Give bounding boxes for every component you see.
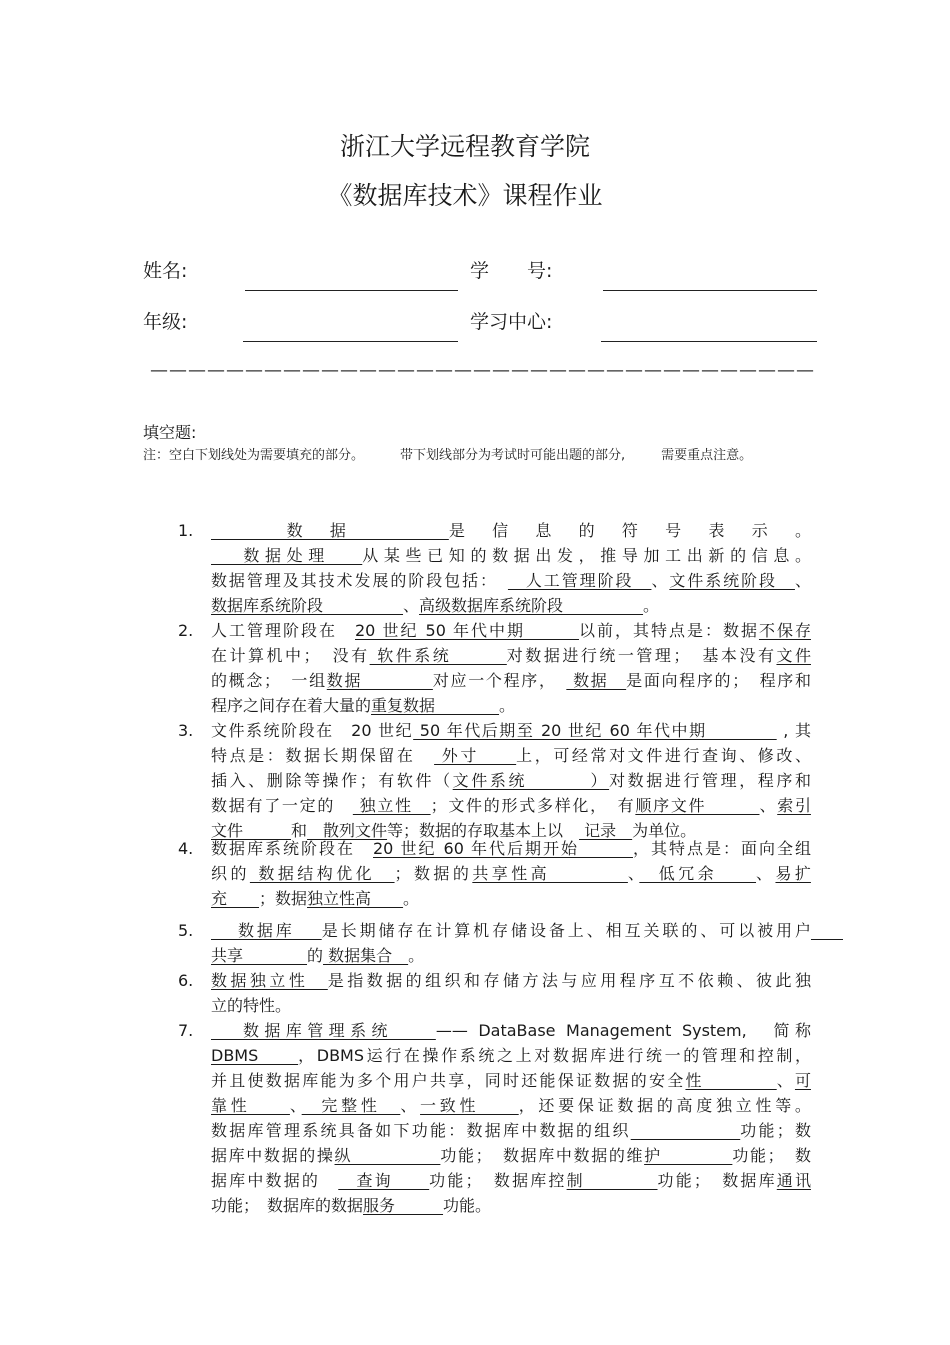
answer-blank[interactable]: 20 世纪 60 年代后期开始 xyxy=(373,839,633,858)
note-part-2: 带下划线部分为考试时可能出题的部分, xyxy=(400,448,626,463)
answer-blank[interactable]: 独立性高 xyxy=(307,889,404,908)
question-text: 为单位。 xyxy=(632,821,697,840)
answer-blank[interactable]: 数据库系统阶段 xyxy=(211,596,404,615)
question-line xyxy=(211,943,811,968)
answer-blank[interactable]: 文件 xyxy=(776,646,811,665)
question-line xyxy=(211,1018,811,1043)
note-part-3: 需要重点注意。 xyxy=(661,448,753,463)
answer-blank[interactable]: 易扩 xyxy=(775,864,811,883)
answer-blank[interactable]: 顺序文件 xyxy=(635,796,760,815)
question-text: 等；数据的存取基本上以 xyxy=(387,821,580,840)
answer-blank[interactable]: 性 xyxy=(685,1071,777,1090)
answer-blank[interactable]: 重复数据 xyxy=(371,696,500,715)
answer-blank[interactable]: 软件系统 xyxy=(369,646,507,665)
question-text: ，还要保证数据的高度独立性等。 xyxy=(518,1096,811,1115)
question-text: ；文件的形式多样化， 有 xyxy=(430,796,636,815)
grade-label: 年级: xyxy=(143,311,188,333)
answer-blank[interactable]: 数据结构优化 xyxy=(249,864,395,883)
question-number: 3. xyxy=(178,721,194,740)
question-text: 从某些已知的数据出发，推导加工出新的信息。 xyxy=(362,546,811,565)
question-text: 、 xyxy=(400,1096,421,1115)
question-text: 的 xyxy=(307,946,324,965)
answer-blank[interactable]: 通讯 xyxy=(776,1171,811,1190)
question-line xyxy=(211,1118,811,1143)
question-number: 4. xyxy=(178,839,194,858)
answer-blank[interactable] xyxy=(631,1121,741,1140)
question-text: 程序之间存在着大量的 xyxy=(211,696,372,715)
question-text: 。 xyxy=(499,696,516,715)
answer-blank[interactable]: 数据库 xyxy=(211,921,322,940)
question-line xyxy=(211,1093,811,1118)
answer-blank[interactable]: 数据 xyxy=(566,671,627,690)
name-label: 姓名: xyxy=(143,260,188,282)
student-id-blank-line[interactable] xyxy=(603,290,817,291)
question-number: 2. xyxy=(178,621,194,640)
answer-blank[interactable]: 50 年代后期至 20 世纪 60 年代中期 xyxy=(413,721,777,740)
student-id-label: 学 号: xyxy=(470,260,553,282)
question-text: 功能； 数据库中数据的维 xyxy=(440,1146,645,1165)
question-text: , 其 xyxy=(776,721,811,740)
answer-blank[interactable]: 数据 xyxy=(326,671,433,690)
question-line xyxy=(211,836,811,861)
question-text: 。 xyxy=(643,596,660,615)
question-line xyxy=(211,1143,811,1168)
question-text: 功能；数 xyxy=(740,1121,811,1140)
question-line xyxy=(211,1068,811,1093)
answer-blank[interactable]: 文件系统阶段 xyxy=(669,571,795,590)
question-line xyxy=(211,1043,811,1068)
question-text: 是指数据的组织和存储方法与应用程序互不依赖、彼此独 xyxy=(327,971,811,990)
learning-center-label: 学习中心: xyxy=(470,311,553,333)
question-text: 是面向程序的； 程序和 xyxy=(626,671,811,690)
question-text: 数据管理及其技术发展的阶段包括： xyxy=(211,571,508,590)
dashed-divider: ——————————————————————————————————— xyxy=(150,360,815,381)
question-line xyxy=(211,918,811,943)
question-line xyxy=(211,968,811,993)
question-text: 以前，其特点是：数据 xyxy=(578,621,759,640)
question-text: 人工管理阶段在 xyxy=(211,621,355,640)
question-text: 。 xyxy=(408,946,425,965)
question-text: 并且使数据库能为多个用户共享，同时还能保证数据的安全 xyxy=(211,1071,686,1090)
answer-blank[interactable]: 人工管理阶段 xyxy=(507,571,652,590)
answer-blank[interactable]: 靠性 xyxy=(211,1096,290,1115)
question-line xyxy=(211,993,811,1018)
question-text: 功能； 数据库 xyxy=(657,1171,777,1190)
question-text: 功能； 数据库的数据 xyxy=(211,1196,364,1215)
question-text: ；数据 xyxy=(259,889,308,908)
answer-blank[interactable]: 记录 xyxy=(579,821,633,840)
question-text: 功能； 数据库控 xyxy=(429,1171,567,1190)
institution-title: 浙江大学远程教育学院 xyxy=(339,132,590,161)
question-line xyxy=(211,693,811,718)
answer-blank[interactable]: 制 xyxy=(566,1171,658,1190)
answer-blank[interactable]: 独立性 xyxy=(352,796,431,815)
question-text: 、 xyxy=(403,596,420,615)
question-text: 、 xyxy=(289,1096,302,1115)
answer-blank[interactable]: 高级数据库系统阶段 xyxy=(419,596,644,615)
name-blank-line[interactable] xyxy=(245,290,458,291)
answer-blank[interactable] xyxy=(811,921,843,940)
question-text: ，其特点是：面向全组 xyxy=(632,839,811,858)
question-text: 数据库系统阶段在 xyxy=(211,839,373,858)
question-text: 据库中数据的操 xyxy=(211,1146,335,1165)
question-line xyxy=(211,668,811,693)
question-line xyxy=(211,543,811,568)
note-part-1: 注：空白下划线处为需要填充的部分。 xyxy=(143,448,365,463)
grade-blank-line[interactable] xyxy=(243,341,458,342)
section-note xyxy=(143,444,808,468)
question-text: 在计算机中； 没有 xyxy=(211,646,370,665)
answer-blank[interactable]: 低冗余 xyxy=(639,864,757,883)
question-text: 数据有了一定的 xyxy=(211,796,353,815)
answer-blank[interactable]: 一致性 xyxy=(420,1096,519,1115)
question-text: 特点是：数据长期保留在 xyxy=(211,746,435,765)
question-line xyxy=(211,886,811,911)
question-text: 对应一个程序， xyxy=(432,671,567,690)
question-text: 、 xyxy=(794,571,811,590)
question-text: 的概念； 一组 xyxy=(211,671,327,690)
question-text: 、 xyxy=(756,864,776,883)
learning-center-blank-line[interactable] xyxy=(601,341,817,342)
answer-blank[interactable]: 查询 xyxy=(338,1171,430,1190)
answer-blank[interactable]: 数据处理 xyxy=(211,546,363,565)
answer-blank[interactable]: 共享性高 xyxy=(472,864,628,883)
question-line xyxy=(211,1168,811,1193)
question-text: 插入、删除等操作；有软件（ xyxy=(211,771,453,790)
answer-blank[interactable]: DBMS xyxy=(211,1046,299,1065)
answer-blank[interactable]: 文件系统 ） xyxy=(452,771,610,790)
question-text: 功能； 数 xyxy=(732,1146,811,1165)
question-line xyxy=(211,618,811,643)
question-text: 。 xyxy=(403,889,420,908)
question-line xyxy=(211,861,811,886)
answer-blank[interactable]: 不保存 xyxy=(758,621,811,640)
question-text: 、 xyxy=(776,1071,795,1090)
question-text: 对数据进行统一管理； 基本没有 xyxy=(506,646,777,665)
question-text: 功能。 xyxy=(443,1196,492,1215)
answer-blank[interactable]: 完整性 xyxy=(301,1096,401,1115)
question-text: 、 xyxy=(651,571,670,590)
question-number: 7. xyxy=(178,1021,194,1040)
question-line xyxy=(211,743,811,768)
question-line xyxy=(211,643,811,668)
answer-blank[interactable]: 数据 xyxy=(211,521,449,540)
question-line xyxy=(211,1193,811,1218)
question-text: 是长期储存在计算机存储设备上、相互关联的、可以被用户 xyxy=(321,921,811,940)
answer-blank[interactable]: 散列文件 xyxy=(307,821,388,840)
answer-blank[interactable]: 护 xyxy=(644,1146,733,1165)
question-text: 立的特性。 xyxy=(211,996,292,1015)
question-text: 织的 xyxy=(211,864,250,883)
answer-blank[interactable]: 外寸 xyxy=(434,746,517,765)
answer-blank[interactable]: 数据独立性 xyxy=(211,971,328,990)
question-line xyxy=(211,518,811,543)
question-line xyxy=(211,568,811,593)
answer-blank[interactable]: 纵 xyxy=(334,1146,441,1165)
answer-blank[interactable]: 数据集合 xyxy=(323,946,409,965)
answer-blank[interactable]: 服务 xyxy=(363,1196,444,1215)
question-text: 和 xyxy=(291,821,308,840)
question-text: —— DataBase Management System, 简称 xyxy=(435,1021,811,1040)
question-text: ；数据的 xyxy=(394,864,473,883)
answer-blank[interactable]: 充 xyxy=(211,889,260,908)
course-title: 《数据库技术》课程作业 xyxy=(327,181,603,210)
question-text: 据库中数据的 xyxy=(211,1171,339,1190)
question-number: 1. xyxy=(178,521,194,540)
section-heading: 填空题: xyxy=(143,423,197,442)
answer-blank[interactable]: 共享 xyxy=(211,946,308,965)
answer-blank[interactable]: 数据库管理系统 xyxy=(211,1021,436,1040)
question-text: 、 xyxy=(627,864,640,883)
question-text: 、 xyxy=(759,796,778,815)
question-line xyxy=(211,793,811,818)
question-number: 5. xyxy=(178,921,194,940)
answer-blank[interactable]: 可 xyxy=(794,1071,811,1090)
question-text: 数据库管理系统具备如下功能：数据库中数据的组织 xyxy=(211,1121,631,1140)
question-number: 6. xyxy=(178,971,194,990)
question-text: 文件系统阶段在 20 世纪 xyxy=(211,721,414,740)
question-line xyxy=(211,768,811,793)
question-text: 是信息的符号表示。 xyxy=(448,521,811,540)
question-line xyxy=(211,593,811,618)
answer-blank[interactable]: 20 世纪 50 年代中期 xyxy=(355,621,579,640)
answer-blank[interactable]: 索引 xyxy=(777,796,811,815)
answer-blank[interactable]: 文件 xyxy=(211,821,292,840)
question-text: 对数据进行管理，程序和 xyxy=(609,771,811,790)
question-text: 上，可经常对文件进行查询、修改、 xyxy=(516,746,811,765)
question-text: ，DBMS运行在操作系统之上对数据库进行统一的管理和控制， xyxy=(298,1046,811,1065)
question-line xyxy=(211,718,811,743)
